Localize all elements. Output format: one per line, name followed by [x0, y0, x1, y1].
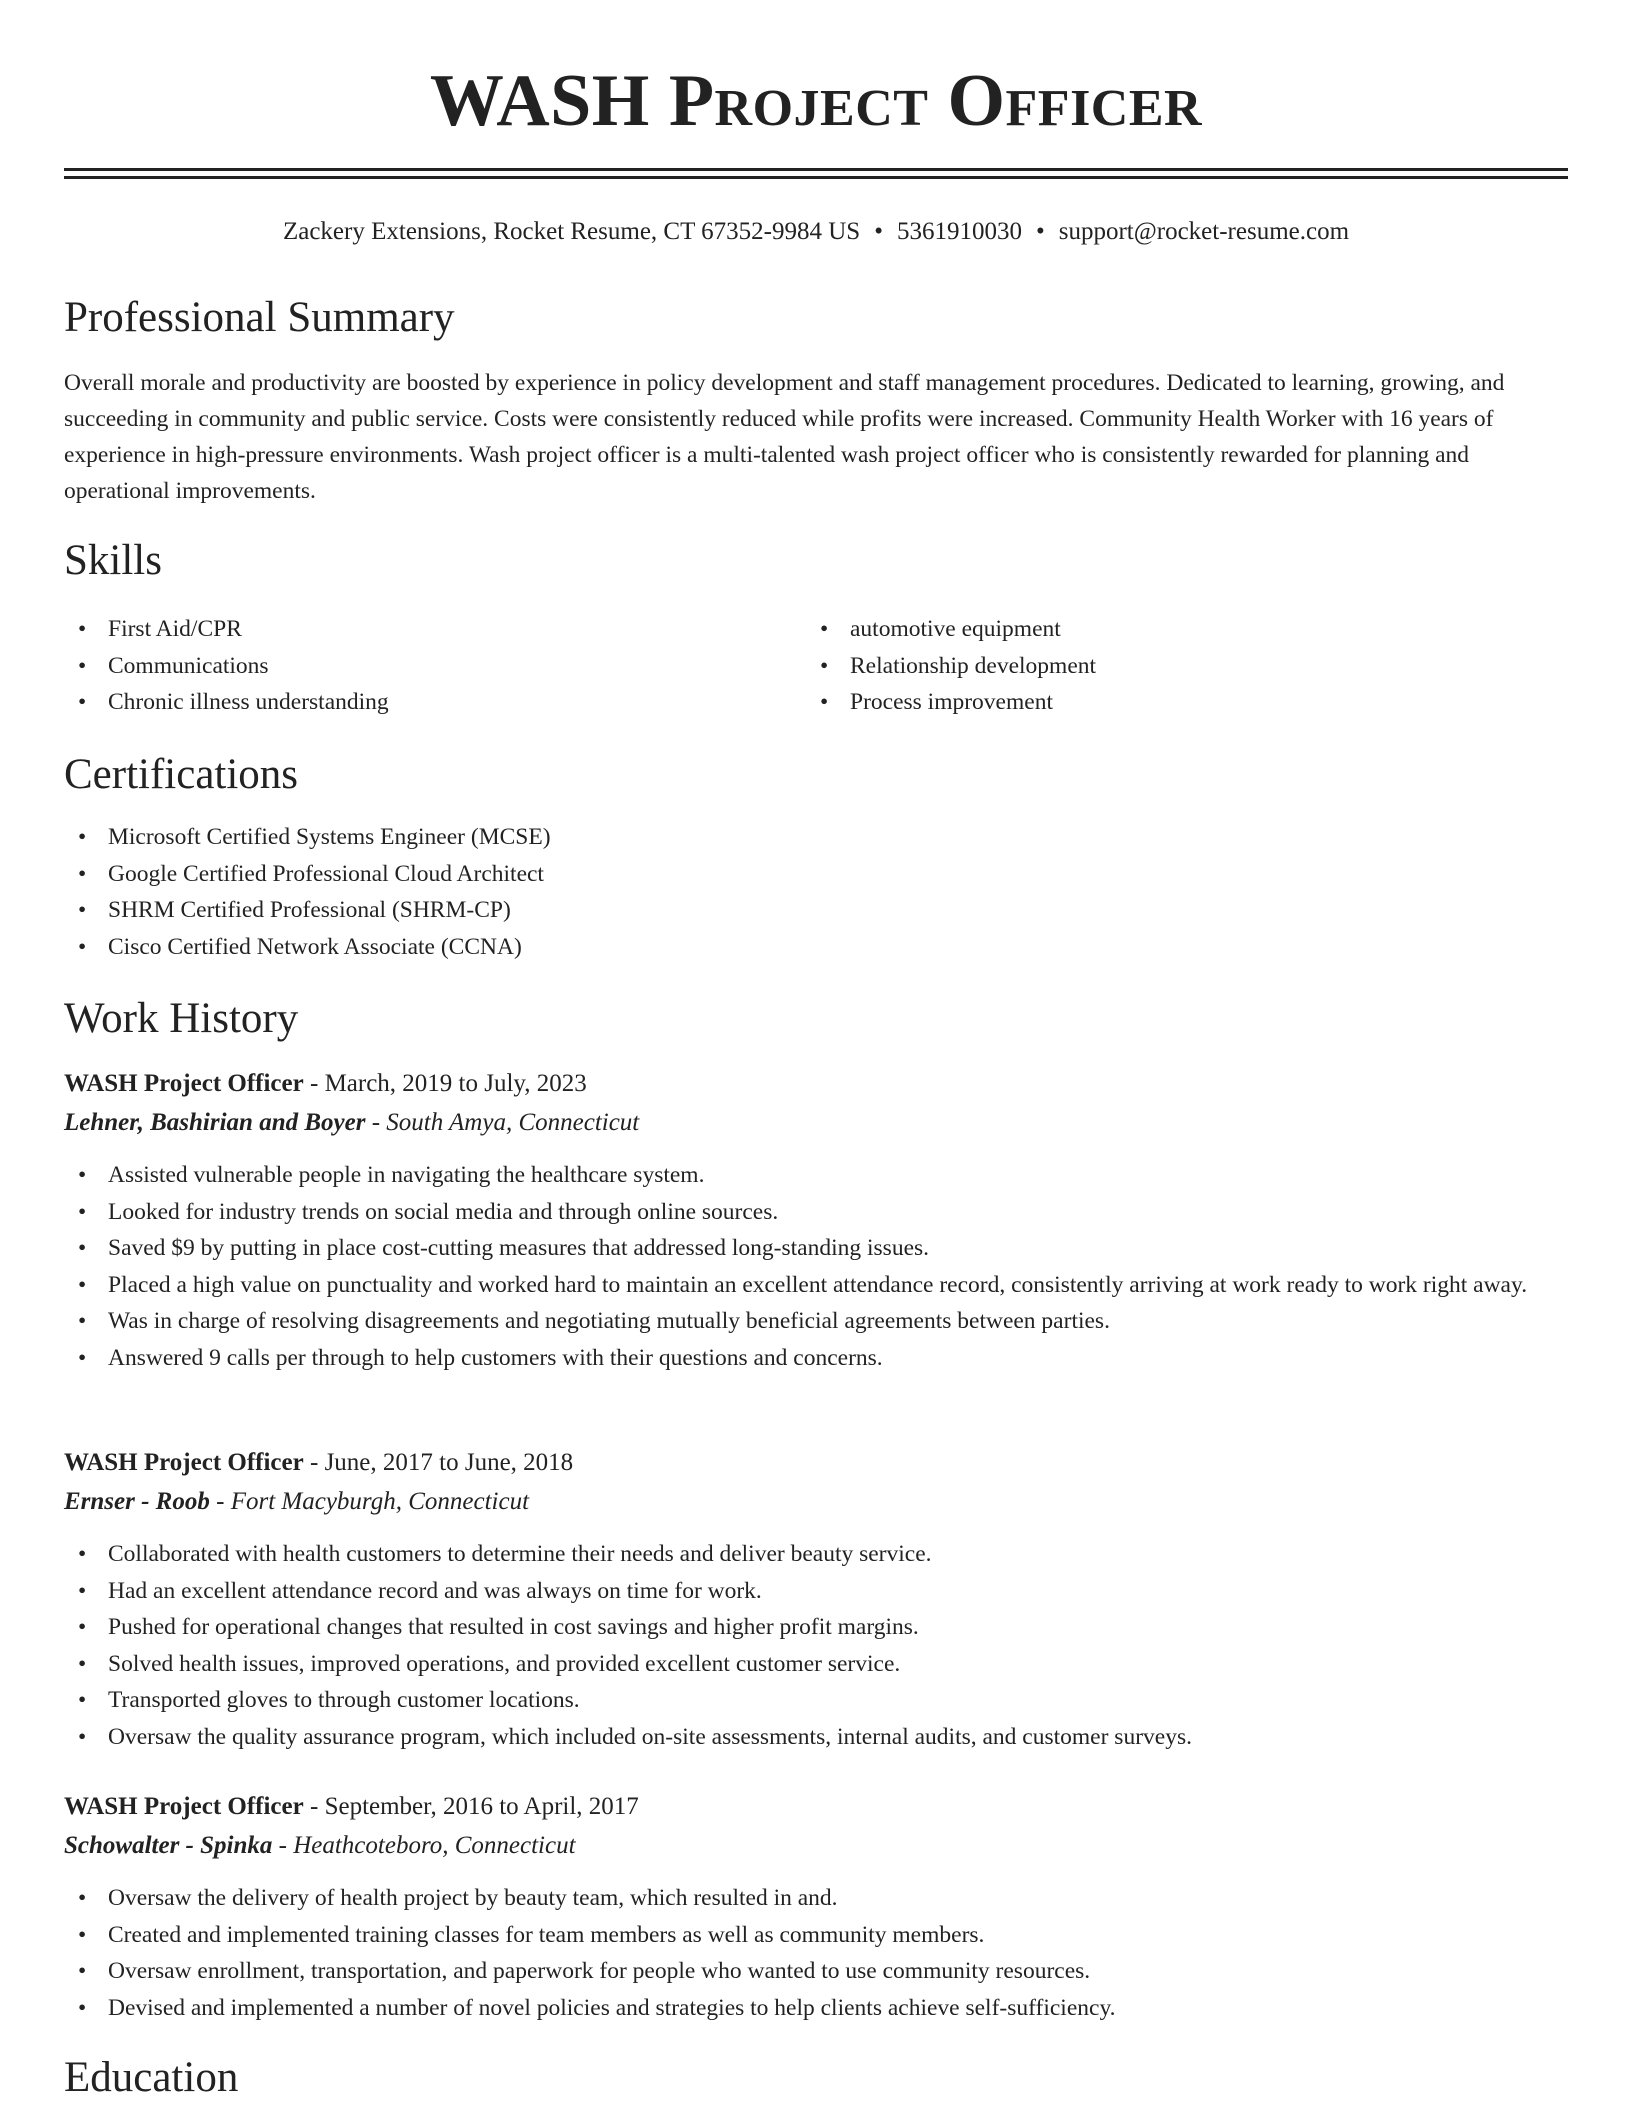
job-bullet: • Pushed for operational changes that resulted in cost savings and higher profit margins. [64, 1609, 1568, 1646]
job-company: Ernser - Roob [64, 1488, 210, 1515]
certification-item: • Google Certified Professional Cloud Architect [64, 856, 1568, 893]
contact-line [0, 214, 1632, 250]
job-bullet: • Oversaw the delivery of health project by beauty team, which resulted in and. [64, 1880, 1568, 1917]
job-location: Heathcoteboro, Connecticut [293, 1832, 576, 1859]
education-heading: Education [64, 2054, 239, 2101]
skills-list-right [806, 611, 1506, 721]
summary-text: Overall morale and productivity are boosted by experience in policy development and staff management procedures. Dedicated to learning, growing, and succeeding in community and public service. Costs were consistently reduced while profits were increased. Community Health Worker with 16 years of experience in high-pressure environments. Wash project officer is a multi-talented wash project officer who is consistently rewarded for planning and operational improvements. [64, 370, 1505, 504]
work-history-heading: Work History [64, 995, 299, 1042]
job-employer: Ernser - Roob - Fort Macyburgh, Connecticut [64, 1488, 530, 1515]
summary-heading: Professional Summary [64, 294, 455, 341]
title-rule-top [64, 168, 1568, 171]
job-bullets [64, 1880, 1568, 2026]
job-employer: Schowalter - Spinka - Heathcoteboro, Connecticut [64, 1832, 576, 1859]
job-dates: March, 2019 to July, 2023 [324, 1070, 587, 1097]
skill-item: • Relationship development [806, 648, 1506, 685]
job-employer: Lehner, Bashirian and Boyer - South Amya, Connecticut [64, 1109, 640, 1136]
job-bullet: • Had an excellent attendance record and was always on time for work. [64, 1573, 1568, 1610]
certifications-heading: Certifications [64, 751, 299, 798]
job-bullet: • Assisted vulnerable people in navigating the healthcare system. [64, 1157, 1568, 1194]
job-bullet: • Answered 9 calls per through to help customers with their questions and concerns. [64, 1340, 1568, 1377]
job-role: WASH Project Officer [64, 1070, 304, 1097]
contact-separator: • [1035, 218, 1045, 245]
job-bullet: • Oversaw the quality assurance program, which included on-site assessments, internal audits, and customer surveys. [64, 1719, 1568, 1756]
contact-address: Zackery Extensions, Rocket Resume, CT 67352-9984 US [282, 218, 861, 245]
job-role: WASH Project Officer [64, 1449, 304, 1476]
job-bullet: • Transported gloves to through customer locations. [64, 1682, 1568, 1719]
job-bullet: • Collaborated with health customers to determine their needs and deliver beauty service. [64, 1536, 1568, 1573]
job-header: WASH Project Officer - March, 2019 to July, 2023 [64, 1070, 587, 1097]
job-bullets [64, 1157, 1568, 1376]
job-company: Lehner, Bashirian and Boyer [64, 1109, 366, 1136]
job-role: WASH Project Officer [64, 1793, 304, 1820]
job-company: Schowalter - Spinka [64, 1832, 273, 1859]
job-location: South Amya, Connecticut [386, 1109, 640, 1136]
skill-item: • Process improvement [806, 684, 1506, 721]
job-bullet: • Looked for industry trends on social media and through online sources. [64, 1194, 1568, 1231]
contact-phone: 5361910030 [896, 218, 1022, 245]
skill-item: • Chronic illness understanding [64, 684, 764, 721]
job-dates: September, 2016 to April, 2017 [324, 1793, 639, 1820]
certifications-list [64, 819, 1568, 965]
job-bullet: • Placed a high value on punctuality and worked hard to maintain an excellent attendance record, consistently arriving at work ready to work right away. [64, 1267, 1568, 1304]
certification-item: • SHRM Certified Professional (SHRM-CP) [64, 892, 1568, 929]
skill-item: • First Aid/CPR [64, 611, 764, 648]
job-location: Fort Macyburgh, Connecticut [230, 1488, 530, 1515]
certification-item: • Cisco Certified Network Associate (CCNA) [64, 929, 1568, 966]
skill-item: • automotive equipment [806, 611, 1506, 648]
skill-item: • Communications [64, 648, 764, 685]
job-bullet: • Saved $9 by putting in place cost-cutting measures that addressed long-standing issues. [64, 1230, 1568, 1267]
job-bullet: • Solved health issues, improved operations, and provided excellent customer service. [64, 1646, 1568, 1683]
contact-separator: • [874, 218, 883, 245]
resume-title: WASH Project Officer [429, 60, 1203, 142]
job-bullet: • Oversaw enrollment, transportation, and paperwork for people who wanted to use community resources. [64, 1953, 1568, 1990]
job-bullet: • Devised and implemented a number of novel policies and strategies to help clients achieve self-sufficiency. [64, 1990, 1568, 2027]
contact-email: support@rocket-resume.com [1058, 218, 1350, 245]
job-header: WASH Project Officer - June, 2017 to June, 2018 [64, 1449, 574, 1476]
job-dates: June, 2017 to June, 2018 [324, 1449, 574, 1476]
certification-item: • Microsoft Certified Systems Engineer (MCSE) [64, 819, 1568, 856]
job-bullet: • Was in charge of resolving disagreements and negotiating mutually beneficial agreements between parties. [64, 1303, 1568, 1340]
job-header: WASH Project Officer - September, 2016 to April, 2017 [64, 1793, 639, 1820]
skills-heading: Skills [64, 537, 162, 584]
job-bullet: • Created and implemented training classes for team members as well as community members. [64, 1917, 1568, 1954]
title-rule-bottom [64, 176, 1568, 179]
job-bullets [64, 1536, 1568, 1755]
skills-list-left [64, 611, 764, 721]
